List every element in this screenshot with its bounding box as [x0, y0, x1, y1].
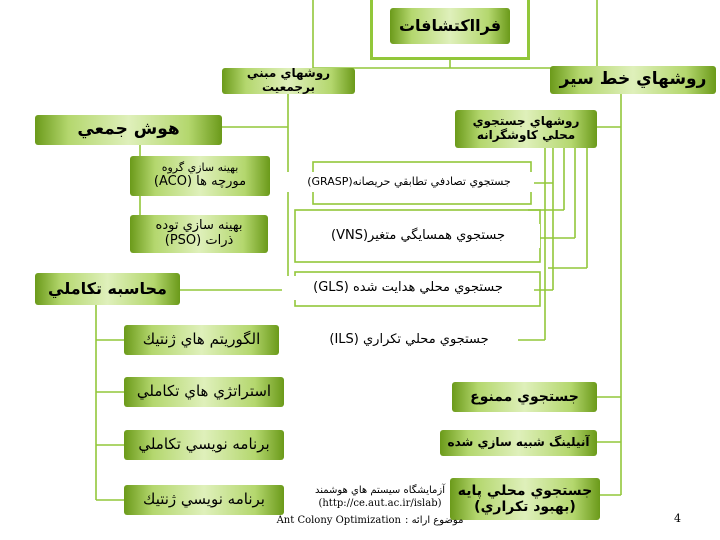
slide-number: 4: [674, 512, 681, 525]
ils-label: جستجوي محلي تكراري (ILS): [329, 331, 489, 347]
footer-lab-url: (http://ce.aut.ac.ir/islab): [318, 497, 442, 509]
basic-local-search-line2: (بهبود تكراري): [474, 499, 576, 515]
population-based-box: [222, 68, 355, 94]
genetic-algorithms-label: الگوريتم هاي ژنتيك: [142, 330, 261, 349]
ils-box: [300, 328, 518, 352]
basic-local-search-box: [450, 478, 600, 520]
swarm-intelligence-box: [35, 115, 222, 145]
local-search-methods-line2: محلي كاوشگرانه: [476, 128, 576, 142]
local-search-methods-box: [455, 110, 597, 148]
footer-lab: [300, 485, 460, 510]
grasp-box: [284, 172, 534, 192]
evolution-strategies-box: [124, 377, 284, 407]
gls-label: جستجوي محلي هدايت شده (GLS): [313, 279, 503, 295]
footer-topic-value: Ant Colony Optimization: [276, 515, 402, 526]
basic-local-search-line1: جستجوي محلي پايه: [457, 482, 593, 499]
footer-topic: [250, 515, 490, 528]
genetic-programming-label: برنامه نويسي ژنتيك: [143, 490, 265, 509]
evolutionary-computation-box: [35, 273, 180, 305]
evolutionary-programming-label: برنامه نويسي تكاملي: [138, 435, 270, 454]
aco-box: [130, 156, 270, 196]
evolution-strategies-label: استراتژي هاي تكاملي: [136, 382, 272, 401]
simulated-annealing-label: آنيلينگ شبيه سازي شده: [447, 435, 590, 450]
local-search-methods-line1: روشهاي جستجوي: [472, 114, 580, 129]
title-box: [390, 8, 510, 44]
genetic-algorithms-box: [124, 325, 279, 355]
evolutionary-programming-box: [124, 430, 284, 460]
path-based-label: روشهاي خط سير: [559, 69, 707, 90]
aco-line2: مورچه ها (ACO): [153, 173, 247, 189]
population-based-label: روشهاي مبني برجمعيت: [246, 66, 331, 94]
genetic-programming-box: [124, 485, 284, 515]
path-based-box: [550, 66, 716, 94]
pso-line2: ذرات (PSO): [164, 233, 234, 248]
simulated-annealing-box: [440, 430, 597, 456]
page-title: فرااکتشافات: [398, 15, 502, 35]
tabu-search-box: [452, 382, 597, 412]
evolutionary-computation-label: محاسبه تكاملي: [48, 278, 167, 298]
vns-label: جستجوي همسايگي متغير(VNS): [331, 227, 505, 243]
swarm-intelligence-label: هوش جمعي: [77, 119, 180, 140]
tabu-search-label: جستجوي ممنوع: [470, 388, 579, 405]
pso-line1: بهينه سازي توده: [155, 218, 243, 234]
footer-lab-name: آزمايشگاه سيستم هاي هوشمند: [314, 485, 446, 496]
vns-box: [296, 224, 540, 248]
aco-line1: بهينه سازي گروه: [161, 161, 239, 175]
gls-box: [282, 276, 534, 300]
pso-box: [130, 215, 268, 253]
footer-topic-label: موضوع ارائه :: [405, 515, 464, 526]
grasp-label: جستجوي تصادفي تطابقي حريصانه(GRASP): [307, 174, 511, 188]
